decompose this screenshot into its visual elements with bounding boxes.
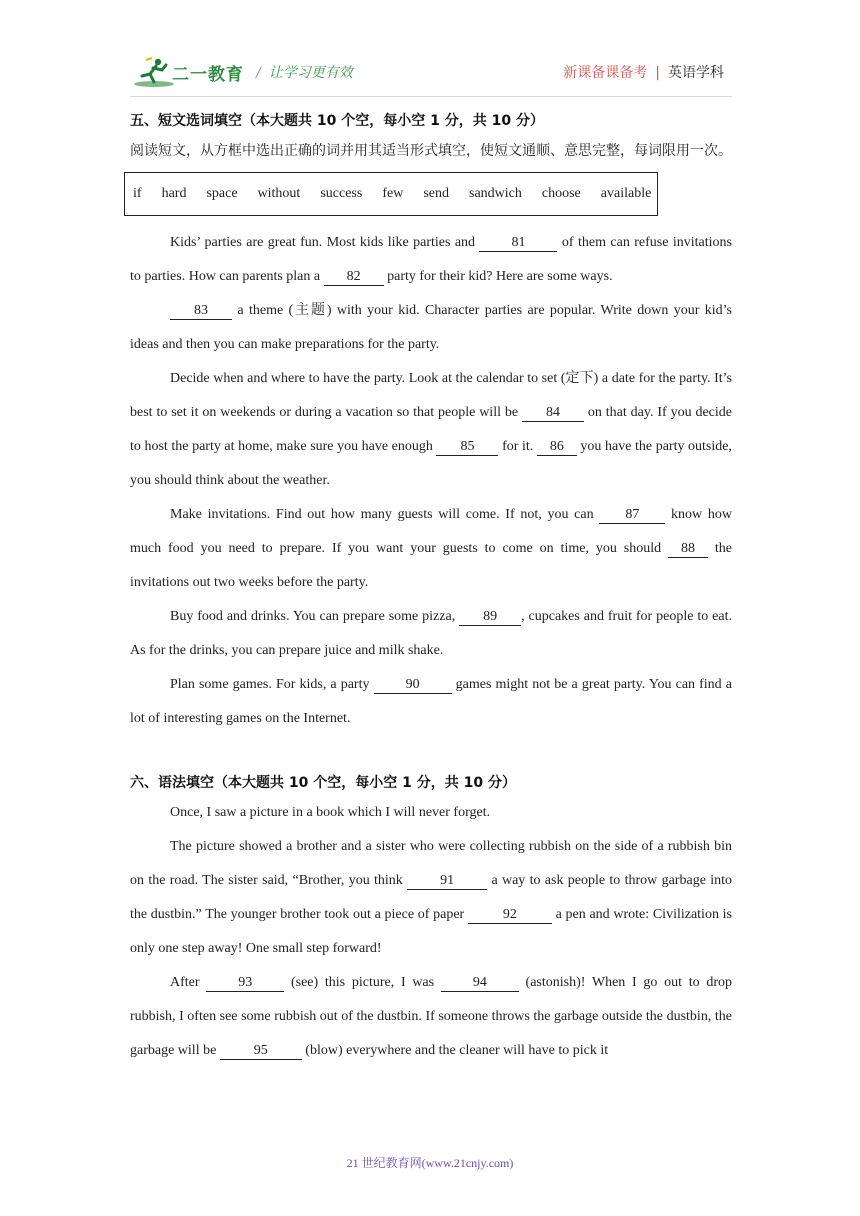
passage-text: a way to ask people to throw garbage into the dustbin.” The younger brother took out a piece of paper — [130, 873, 732, 922]
passage-text: you have the party outside, you should think about the weather. — [130, 439, 732, 488]
passage-text: of them can refuse invitations to parties. How can parents plan a — [130, 235, 732, 284]
word-bank-item: sandwich — [469, 186, 522, 201]
passage-text: (see) this picture, I was — [284, 975, 441, 990]
passage-paragraph — [130, 966, 732, 1068]
answer-blank-81[interactable]: 81 — [479, 235, 557, 252]
page-footer: 21 世纪教育网(www.21cnjy.com) — [346, 1156, 514, 1170]
passage-paragraph — [130, 362, 732, 498]
word-bank-item: available — [600, 186, 652, 201]
header-tag-subject: 英语学科 — [668, 65, 724, 81]
answer-blank-87[interactable]: 87 — [599, 507, 665, 524]
answer-blank-93[interactable]: 93 — [206, 975, 284, 992]
passage-text: (blow) everywhere and the cleaner will have to pick it — [301, 1043, 609, 1058]
passage-text: (astonish)! When I go out to drop rubbish, I often see some rubbish out of the dustbin. If someone throws the garbage outside the dustbin, the garbage will be — [130, 975, 732, 1058]
passage-paragraph — [130, 498, 732, 600]
answer-blank-88[interactable]: 88 — [668, 541, 708, 558]
word-bank-item: choose — [541, 186, 581, 201]
word-bank-item: space — [206, 186, 238, 201]
answer-blank-94[interactable]: 94 — [441, 975, 519, 992]
header-tag-course: 新课备课备考 — [563, 65, 648, 81]
word-bank-item: if — [133, 186, 142, 201]
word-bank-item: success — [320, 186, 363, 201]
passage-paragraph — [130, 294, 732, 362]
passage-paragraph — [130, 226, 732, 294]
page-header — [0, 0, 860, 100]
passage-text: Make invitations. Find out how many guests will come. If not, you can — [170, 507, 600, 522]
passage-text: Kids’ parties are great fun. Most kids like parties and — [170, 235, 480, 250]
passage-text: party for their kid? Here are some ways. — [383, 269, 613, 284]
page-content — [130, 108, 732, 1068]
word-bank-item: hard — [161, 186, 187, 201]
logo-text: 二一教育 — [172, 65, 244, 85]
passage-text: a theme (主题) with your kid. Character parties are popular. Write down your kid’s ideas and then you can make preparations for the party. — [130, 303, 732, 352]
header-tags — [563, 62, 724, 82]
passage-text: on that day. If you decide to host the party at home, make sure you have enough — [130, 405, 732, 454]
word-bank-box — [124, 172, 658, 216]
passage-text: Once, I saw a picture in a book which I will never forget. — [170, 805, 491, 820]
answer-blank-89[interactable]: 89 — [459, 609, 521, 626]
passage-text: Decide when and where to have the party. Look at the calendar to set (定下) a date for the party. It’s best to set it on weekends or during a vacation so that people will be — [130, 371, 732, 420]
answer-blank-82[interactable]: 82 — [324, 269, 384, 286]
slogan-text: 让学习更有效 — [268, 65, 353, 81]
section5-instruction: 阅读短文，从方框中选出正确的词并用其适当形式填空，使短文通顺、意思完整，每词限用一次。 — [130, 143, 732, 159]
passage-text: , cupcakes and fruit for people to eat. As for the drinks, you can prepare juice and milk shake. — [130, 609, 732, 658]
header-divider — [130, 96, 732, 97]
word-bank-item: send — [423, 186, 449, 201]
answer-blank-95[interactable]: 95 — [220, 1043, 302, 1060]
passage-text: know how much food you need to prepare. If you want your guests to come on time, you should — [130, 507, 732, 556]
passage-paragraph — [130, 668, 732, 736]
section6-passage — [130, 796, 732, 1068]
passage-text: games might not be a great party. You can find a lot of interesting games on the Internet. — [130, 677, 732, 726]
header-separator: | — [655, 65, 660, 81]
answer-blank-86[interactable]: 86 — [537, 439, 577, 456]
passage-text: Buy food and drinks. You can prepare some pizza, — [170, 609, 460, 624]
answer-blank-83[interactable]: 83 — [170, 303, 232, 320]
answer-blank-92[interactable]: 92 — [468, 907, 552, 924]
word-bank-item: few — [382, 186, 404, 201]
answer-blank-91[interactable]: 91 — [407, 873, 487, 890]
passage-paragraph — [130, 830, 732, 966]
passage-text: a pen and wrote: Civilization is only one step away! One small step forward! — [130, 907, 732, 956]
section5-passage — [130, 226, 732, 736]
answer-blank-90[interactable]: 90 — [374, 677, 452, 694]
passage-text: the invitations out two weeks before the party. — [130, 541, 732, 590]
passage-text: Plan some games. For kids, a party — [170, 677, 374, 692]
slogan: / 让学习更有效 — [256, 65, 353, 81]
section5-title: 五、短文选词填空（本大题共 10 个空，每小空 1 分，共 10 分） — [130, 113, 544, 129]
word-bank-item: without — [257, 186, 301, 201]
answer-blank-85[interactable]: 85 — [436, 439, 498, 456]
answer-blank-84[interactable]: 84 — [522, 405, 584, 422]
passage-text: The picture showed a brother and a sister who were collecting rubbish on the side of a rubbish bin on the road. The sister said, “Brother, you think — [130, 839, 732, 888]
passage-paragraph — [130, 796, 732, 830]
passage-paragraph — [130, 600, 732, 668]
passage-text: After — [170, 975, 207, 990]
section6-title: 六、语法填空（本大题共 10 个空，每小空 1 分，共 10 分） — [130, 775, 516, 791]
passage-text: for it. — [498, 439, 537, 454]
